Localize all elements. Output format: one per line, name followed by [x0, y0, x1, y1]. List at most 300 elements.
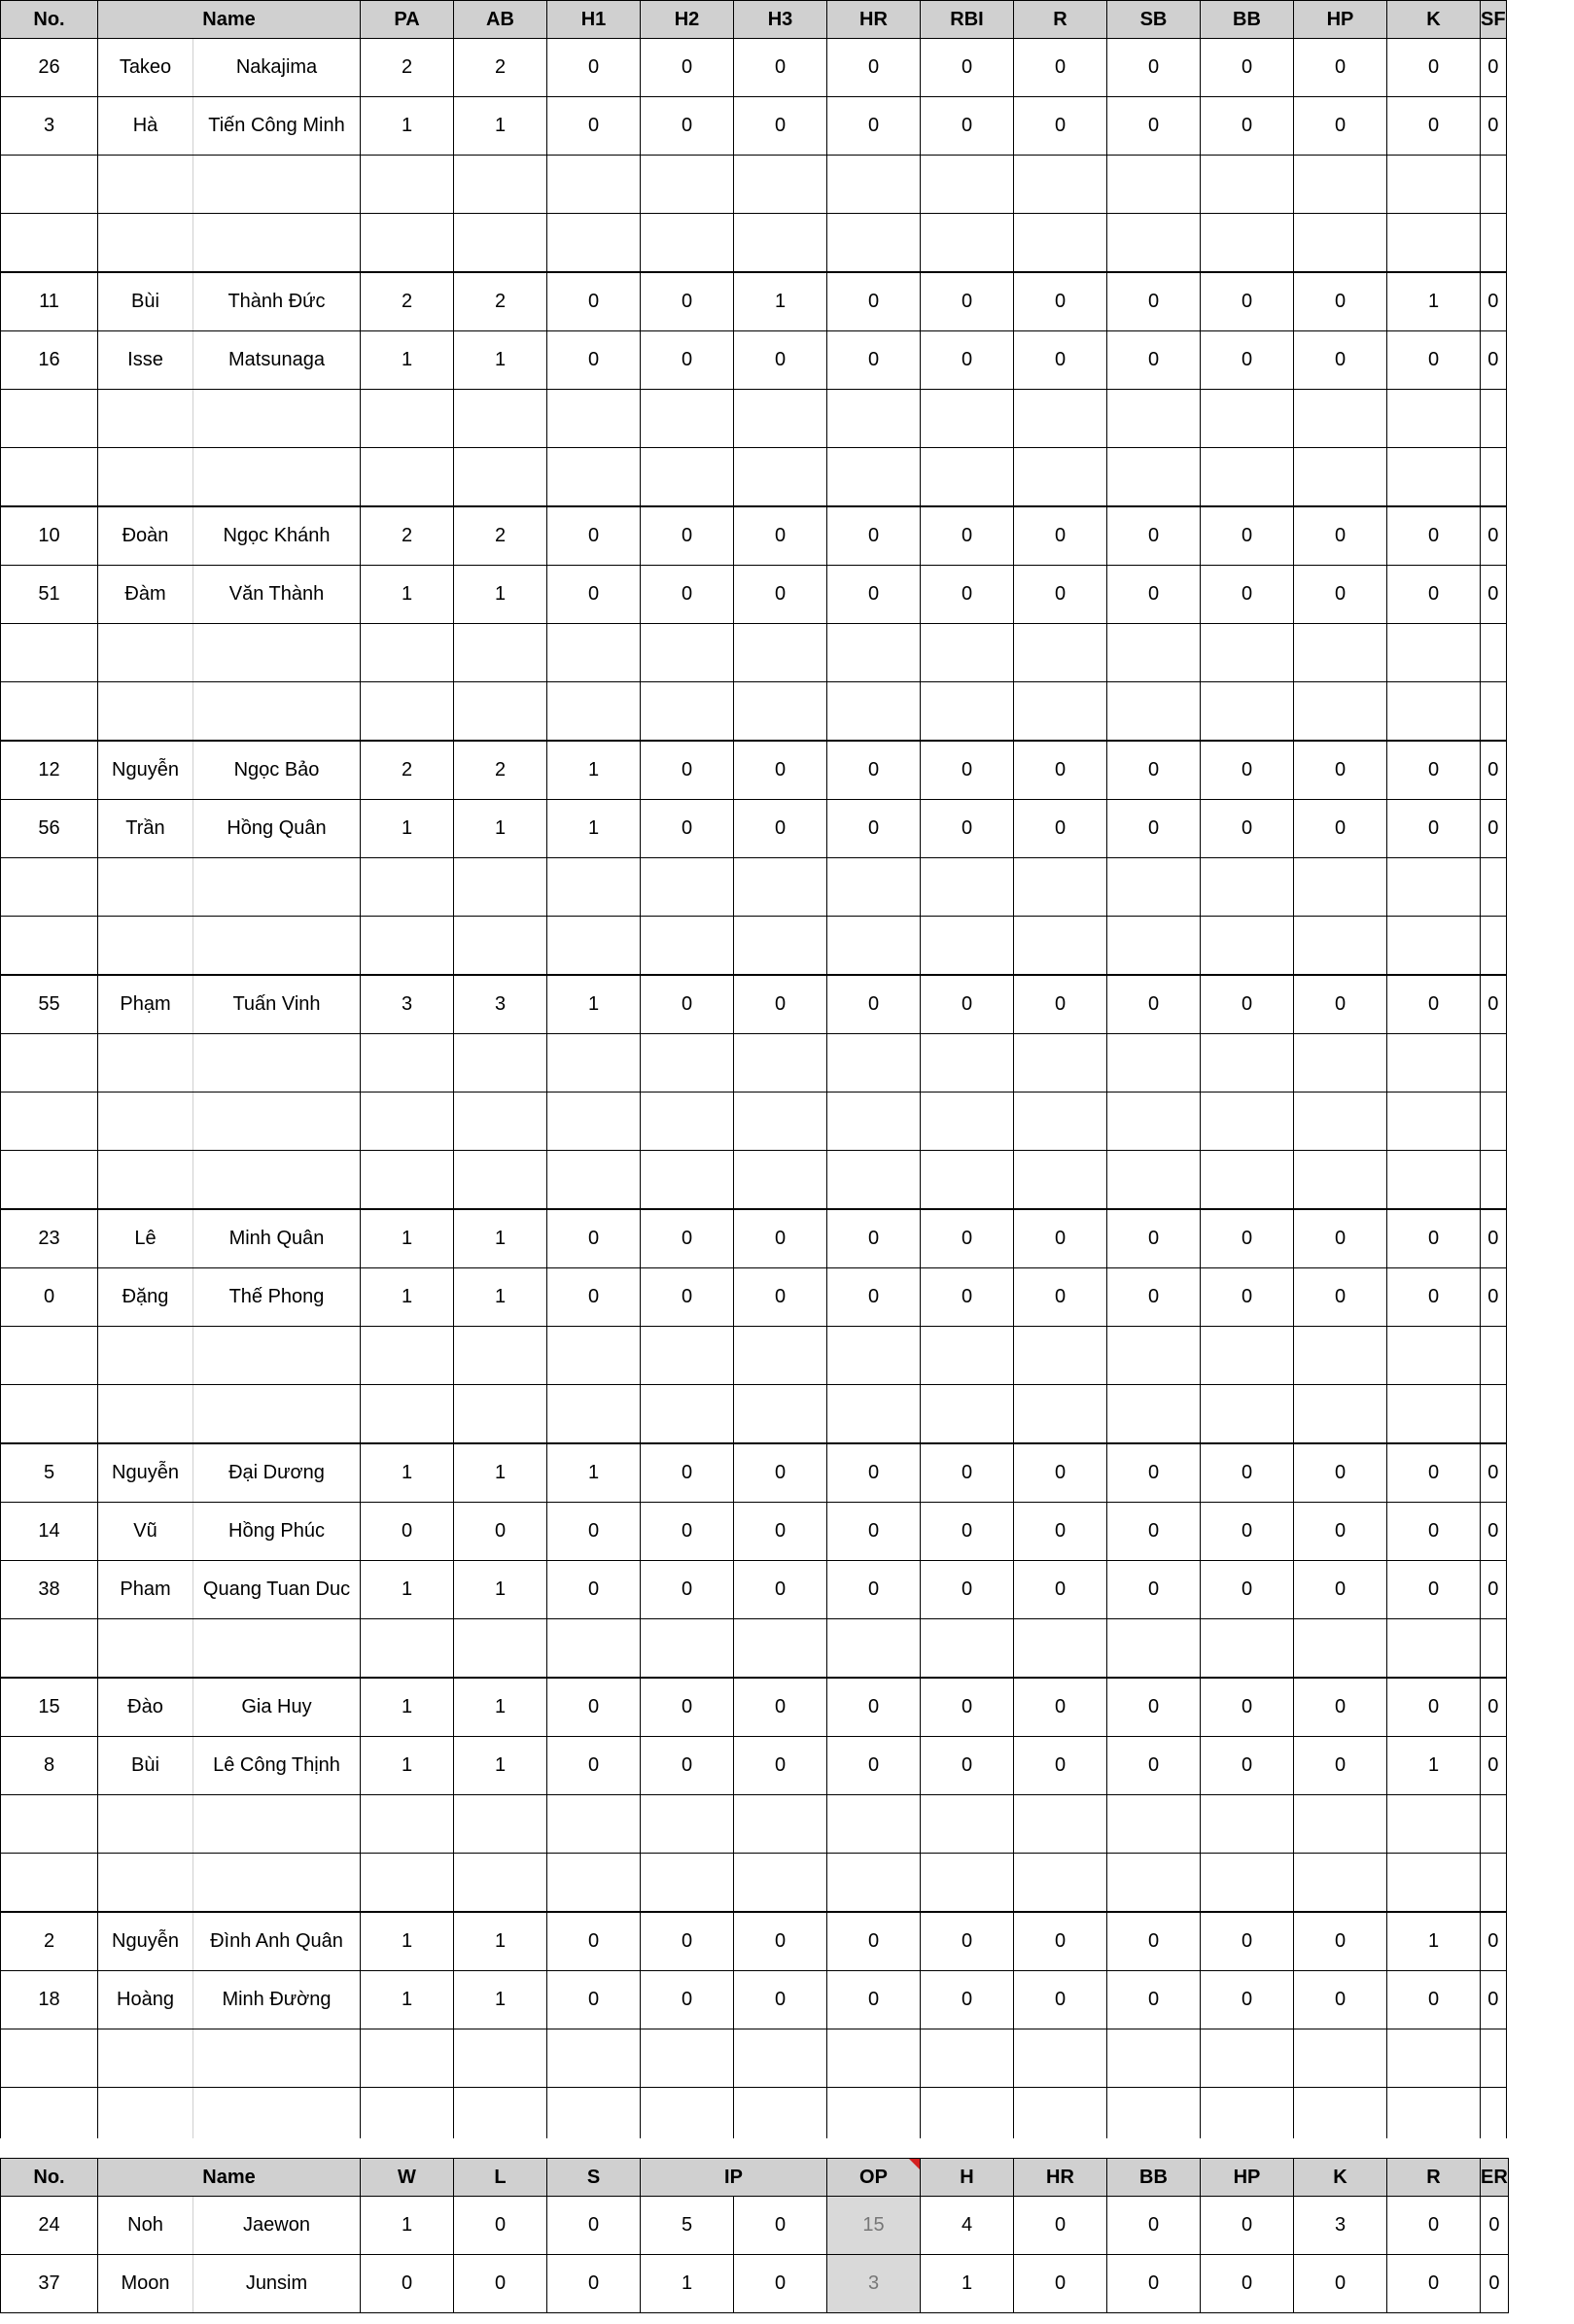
k-cell[interactable]: [1387, 448, 1481, 507]
k-cell[interactable]: 0: [1387, 1209, 1481, 1268]
bb-cell[interactable]: 0: [1201, 975, 1294, 1034]
rbi-cell[interactable]: 0: [921, 741, 1014, 800]
bb-cell[interactable]: 0: [1201, 1561, 1294, 1619]
h1-cell[interactable]: 1: [547, 741, 641, 800]
sf-cell[interactable]: [1481, 1327, 1507, 1385]
last-name-cell[interactable]: Minh Đường: [193, 1971, 361, 2029]
k-cell[interactable]: 1: [1387, 1737, 1481, 1795]
ab-cell[interactable]: 1: [454, 566, 547, 624]
sb-cell[interactable]: [1107, 390, 1201, 448]
r-cell[interactable]: [1014, 448, 1107, 507]
h2-cell[interactable]: [641, 858, 734, 917]
first-name-cell[interactable]: Nguyễn: [98, 741, 193, 800]
r-cell[interactable]: [1014, 1385, 1107, 1444]
pa-cell[interactable]: 1: [361, 97, 454, 156]
last-name-cell[interactable]: Nakajima: [193, 39, 361, 97]
h3-cell[interactable]: [734, 917, 827, 976]
bb-cell[interactable]: [1201, 682, 1294, 742]
ab-cell[interactable]: 1: [454, 1443, 547, 1503]
last-name-cell[interactable]: [193, 214, 361, 273]
pa-cell[interactable]: [361, 1854, 454, 1913]
pa-cell[interactable]: [361, 214, 454, 273]
h1-cell[interactable]: 1: [547, 800, 641, 858]
hr-cell[interactable]: 0: [827, 506, 921, 566]
k-cell[interactable]: 0: [1387, 1443, 1481, 1503]
ab-cell[interactable]: 0: [454, 1503, 547, 1561]
h2-cell[interactable]: 0: [641, 1971, 734, 2029]
h1-cell[interactable]: [547, 624, 641, 682]
h1-cell[interactable]: 0: [547, 97, 641, 156]
sf-cell[interactable]: [1481, 1151, 1507, 1210]
h3-cell[interactable]: [734, 1034, 827, 1093]
l-cell[interactable]: 0: [454, 2197, 547, 2255]
k-cell[interactable]: [1387, 1619, 1481, 1679]
sf-cell[interactable]: [1481, 682, 1507, 742]
hr-cell[interactable]: [827, 1854, 921, 1913]
rbi-cell[interactable]: 0: [921, 1268, 1014, 1327]
k-cell[interactable]: [1387, 156, 1481, 214]
rbi-cell[interactable]: 0: [921, 1678, 1014, 1737]
pa-cell[interactable]: [361, 1385, 454, 1444]
rbi-cell[interactable]: 0: [921, 1971, 1014, 2029]
first-name-cell[interactable]: [98, 917, 193, 976]
h2-cell[interactable]: 0: [641, 506, 734, 566]
hp-cell[interactable]: [1294, 624, 1387, 682]
r-cell[interactable]: [1014, 1795, 1107, 1854]
hp-cell[interactable]: [1294, 448, 1387, 507]
last-name-cell[interactable]: [193, 448, 361, 507]
bb-cell[interactable]: [1201, 390, 1294, 448]
first-name-cell[interactable]: Takeo: [98, 39, 193, 97]
last-name-cell[interactable]: Junsim: [193, 2255, 361, 2313]
hr-cell[interactable]: 0: [827, 1268, 921, 1327]
hr-cell[interactable]: [827, 624, 921, 682]
h3-cell[interactable]: [734, 1619, 827, 1679]
hp-cell[interactable]: [1294, 1619, 1387, 1679]
last-name-cell[interactable]: Văn Thành: [193, 566, 361, 624]
pa-cell[interactable]: [361, 917, 454, 976]
first-name-cell[interactable]: Vũ: [98, 1503, 193, 1561]
last-name-cell[interactable]: [193, 1327, 361, 1385]
h1-cell[interactable]: [547, 448, 641, 507]
player-number-cell[interactable]: [1, 917, 98, 976]
rbi-cell[interactable]: 0: [921, 1737, 1014, 1795]
hp-cell[interactable]: [1294, 1854, 1387, 1913]
sb-cell[interactable]: 0: [1107, 1443, 1201, 1503]
player-number-cell[interactable]: [1, 1034, 98, 1093]
ip-whole-cell[interactable]: 1: [641, 2255, 734, 2313]
sf-cell[interactable]: 0: [1481, 1971, 1507, 2029]
pa-cell[interactable]: 2: [361, 741, 454, 800]
player-number-cell[interactable]: 2: [1, 1912, 98, 1971]
pa-cell[interactable]: 2: [361, 39, 454, 97]
rbi-cell[interactable]: [921, 1795, 1014, 1854]
sb-cell[interactable]: 0: [1107, 1268, 1201, 1327]
bb-cell[interactable]: [1201, 1093, 1294, 1151]
hr-cell[interactable]: 0: [827, 331, 921, 390]
h3-cell[interactable]: [734, 214, 827, 273]
k-cell[interactable]: [1387, 1795, 1481, 1854]
h2-cell[interactable]: [641, 1385, 734, 1444]
k-cell[interactable]: [1387, 1327, 1481, 1385]
h3-cell[interactable]: 0: [734, 566, 827, 624]
rbi-cell[interactable]: [921, 1034, 1014, 1093]
ab-cell[interactable]: [454, 214, 547, 273]
player-number-cell[interactable]: 5: [1, 1443, 98, 1503]
last-name-cell[interactable]: [193, 1151, 361, 1210]
pa-cell[interactable]: 2: [361, 272, 454, 331]
sb-cell[interactable]: 0: [1107, 1912, 1201, 1971]
bb-cell[interactable]: 0: [1201, 39, 1294, 97]
sb-cell[interactable]: [1107, 1034, 1201, 1093]
h1-cell[interactable]: [547, 390, 641, 448]
hr-cell[interactable]: [827, 448, 921, 507]
op-cell[interactable]: 3: [827, 2255, 921, 2313]
ab-cell[interactable]: 2: [454, 506, 547, 566]
hr-cell[interactable]: [827, 1795, 921, 1854]
player-number-cell[interactable]: 18: [1, 1971, 98, 2029]
player-number-cell[interactable]: [1, 2088, 98, 2146]
ab-cell[interactable]: [454, 1327, 547, 1385]
player-number-cell[interactable]: [1, 448, 98, 507]
sf-cell[interactable]: 0: [1481, 506, 1507, 566]
hr-cell[interactable]: 0: [827, 97, 921, 156]
player-number-cell[interactable]: 24: [1, 2197, 98, 2255]
hr-cell[interactable]: [827, 1619, 921, 1679]
sf-cell[interactable]: [1481, 2029, 1507, 2088]
player-number-cell[interactable]: [1, 1385, 98, 1444]
h3-cell[interactable]: 0: [734, 39, 827, 97]
sf-cell[interactable]: [1481, 1854, 1507, 1913]
r-cell[interactable]: [1014, 2088, 1107, 2146]
hp-cell[interactable]: 0: [1294, 1971, 1387, 2029]
player-number-cell[interactable]: 16: [1, 331, 98, 390]
sb-cell[interactable]: [1107, 214, 1201, 273]
h1-cell[interactable]: 0: [547, 1268, 641, 1327]
pa-cell[interactable]: [361, 1619, 454, 1679]
er-cell[interactable]: 0: [1481, 2255, 1509, 2313]
pa-cell[interactable]: [361, 156, 454, 214]
h1-cell[interactable]: 0: [547, 1912, 641, 1971]
sf-cell[interactable]: [1481, 156, 1507, 214]
sb-cell[interactable]: 0: [1107, 800, 1201, 858]
player-number-cell[interactable]: [1, 2029, 98, 2088]
w-cell[interactable]: 0: [361, 2255, 454, 2313]
pa-cell[interactable]: 1: [361, 800, 454, 858]
r-cell[interactable]: 0: [1014, 1209, 1107, 1268]
k-cell[interactable]: [1387, 1385, 1481, 1444]
pa-cell[interactable]: 2: [361, 506, 454, 566]
last-name-cell[interactable]: [193, 156, 361, 214]
bb-cell[interactable]: 0: [1201, 1209, 1294, 1268]
pa-cell[interactable]: [361, 390, 454, 448]
sb-cell[interactable]: 0: [1107, 272, 1201, 331]
hp-cell[interactable]: 0: [1294, 97, 1387, 156]
h1-cell[interactable]: 0: [547, 506, 641, 566]
hr-cell[interactable]: [827, 1034, 921, 1093]
bb-cell[interactable]: [1201, 917, 1294, 976]
first-name-cell[interactable]: Nguyễn: [98, 1912, 193, 1971]
first-name-cell[interactable]: Nguyễn: [98, 1443, 193, 1503]
rbi-cell[interactable]: [921, 1619, 1014, 1679]
player-number-cell[interactable]: 55: [1, 975, 98, 1034]
sb-cell[interactable]: [1107, 2029, 1201, 2088]
pa-cell[interactable]: 1: [361, 1678, 454, 1737]
h2-cell[interactable]: [641, 156, 734, 214]
sf-cell[interactable]: 0: [1481, 975, 1507, 1034]
h3-cell[interactable]: [734, 390, 827, 448]
h3-cell[interactable]: 0: [734, 506, 827, 566]
rbi-cell[interactable]: 0: [921, 97, 1014, 156]
h-cell[interactable]: 4: [921, 2197, 1014, 2255]
hr-cell[interactable]: 0: [827, 800, 921, 858]
sb-cell[interactable]: [1107, 448, 1201, 507]
h2-cell[interactable]: [641, 1854, 734, 1913]
player-number-cell[interactable]: [1, 214, 98, 273]
hr-cell[interactable]: [827, 682, 921, 742]
player-number-cell[interactable]: 3: [1, 97, 98, 156]
hr-cell[interactable]: 0: [827, 1912, 921, 1971]
h2-cell[interactable]: [641, 624, 734, 682]
h1-cell[interactable]: [547, 1385, 641, 1444]
sf-cell[interactable]: 0: [1481, 1561, 1507, 1619]
player-number-cell[interactable]: 10: [1, 506, 98, 566]
bb-cell[interactable]: [1201, 624, 1294, 682]
h3-cell[interactable]: [734, 682, 827, 742]
ab-cell[interactable]: 1: [454, 1912, 547, 1971]
sf-cell[interactable]: [1481, 1385, 1507, 1444]
h1-cell[interactable]: [547, 1854, 641, 1913]
k-cell[interactable]: 0: [1387, 1561, 1481, 1619]
ab-cell[interactable]: [454, 858, 547, 917]
pa-cell[interactable]: 1: [361, 1209, 454, 1268]
h2-cell[interactable]: [641, 1619, 734, 1679]
first-name-cell[interactable]: [98, 214, 193, 273]
hp-cell[interactable]: [1294, 2088, 1387, 2146]
ab-cell[interactable]: 1: [454, 97, 547, 156]
h2-cell[interactable]: [641, 390, 734, 448]
first-name-cell[interactable]: [98, 682, 193, 742]
h2-cell[interactable]: 0: [641, 1912, 734, 1971]
bb-cell[interactable]: [1201, 1327, 1294, 1385]
rbi-cell[interactable]: [921, 1093, 1014, 1151]
first-name-cell[interactable]: [98, 2029, 193, 2088]
hp-cell[interactable]: [1294, 156, 1387, 214]
hp-cell[interactable]: [1294, 858, 1387, 917]
player-number-cell[interactable]: [1, 1327, 98, 1385]
last-name-cell[interactable]: Ngọc Khánh: [193, 506, 361, 566]
pa-cell[interactable]: [361, 1795, 454, 1854]
ab-cell[interactable]: 3: [454, 975, 547, 1034]
bb-cell[interactable]: 0: [1201, 506, 1294, 566]
rbi-cell[interactable]: 0: [921, 1209, 1014, 1268]
bb-cell[interactable]: 0: [1201, 1678, 1294, 1737]
pa-cell[interactable]: 1: [361, 1971, 454, 2029]
bb-cell[interactable]: [1201, 1151, 1294, 1210]
sf-cell[interactable]: 0: [1481, 566, 1507, 624]
r-cell[interactable]: [1014, 1093, 1107, 1151]
bb-cell[interactable]: [1201, 2088, 1294, 2146]
ab-cell[interactable]: 1: [454, 1561, 547, 1619]
rbi-cell[interactable]: [921, 448, 1014, 507]
hp-cell[interactable]: 0: [1294, 1443, 1387, 1503]
rbi-cell[interactable]: [921, 917, 1014, 976]
r-cell[interactable]: [1014, 1619, 1107, 1679]
hr-cell[interactable]: 0: [827, 1561, 921, 1619]
ab-cell[interactable]: [454, 1795, 547, 1854]
h3-cell[interactable]: [734, 624, 827, 682]
pa-cell[interactable]: 1: [361, 566, 454, 624]
rbi-cell[interactable]: [921, 858, 1014, 917]
first-name-cell[interactable]: Bùi: [98, 1737, 193, 1795]
sf-cell[interactable]: 0: [1481, 800, 1507, 858]
player-number-cell[interactable]: 11: [1, 272, 98, 331]
hp-cell[interactable]: [1294, 1327, 1387, 1385]
sb-cell[interactable]: 0: [1107, 741, 1201, 800]
last-name-cell[interactable]: Thế Phong: [193, 1268, 361, 1327]
hr-cell[interactable]: [827, 2029, 921, 2088]
r-cell[interactable]: [1014, 682, 1107, 742]
bb-cell[interactable]: 0: [1201, 1268, 1294, 1327]
first-name-cell[interactable]: Đoàn: [98, 506, 193, 566]
rbi-cell[interactable]: [921, 156, 1014, 214]
bb-cell[interactable]: [1201, 156, 1294, 214]
hp-cell[interactable]: 0: [1294, 800, 1387, 858]
sb-cell[interactable]: [1107, 1093, 1201, 1151]
last-name-cell[interactable]: Minh Quân: [193, 1209, 361, 1268]
pa-cell[interactable]: 1: [361, 1912, 454, 1971]
rbi-cell[interactable]: 0: [921, 39, 1014, 97]
last-name-cell[interactable]: Hồng Quân: [193, 800, 361, 858]
sf-cell[interactable]: 0: [1481, 1503, 1507, 1561]
sb-cell[interactable]: [1107, 858, 1201, 917]
last-name-cell[interactable]: Lê Công Thịnh: [193, 1737, 361, 1795]
k-cell[interactable]: 0: [1387, 1678, 1481, 1737]
sf-cell[interactable]: [1481, 1093, 1507, 1151]
player-number-cell[interactable]: [1, 1151, 98, 1210]
h1-cell[interactable]: [547, 682, 641, 742]
hp-cell[interactable]: [1294, 1034, 1387, 1093]
first-name-cell[interactable]: [98, 1093, 193, 1151]
bb-cell[interactable]: 0: [1201, 800, 1294, 858]
sb-cell[interactable]: 0: [1107, 331, 1201, 390]
h2-cell[interactable]: 0: [641, 1209, 734, 1268]
h1-cell[interactable]: [547, 1151, 641, 1210]
ab-cell[interactable]: [454, 1093, 547, 1151]
h3-cell[interactable]: [734, 1151, 827, 1210]
h3-cell[interactable]: 0: [734, 1443, 827, 1503]
sf-cell[interactable]: [1481, 448, 1507, 507]
hp-cell[interactable]: 0: [1294, 1737, 1387, 1795]
last-name-cell[interactable]: Quang Tuan Duc: [193, 1561, 361, 1619]
last-name-cell[interactable]: [193, 2029, 361, 2088]
last-name-cell[interactable]: [193, 1034, 361, 1093]
sf-cell[interactable]: [1481, 390, 1507, 448]
bb-cell[interactable]: 0: [1201, 331, 1294, 390]
pa-cell[interactable]: [361, 1034, 454, 1093]
k-cell[interactable]: 0: [1387, 1503, 1481, 1561]
k-cell[interactable]: 0: [1294, 2255, 1387, 2313]
bb-cell[interactable]: [1201, 1795, 1294, 1854]
r-cell[interactable]: 0: [1014, 1268, 1107, 1327]
hp-cell[interactable]: 0: [1294, 1912, 1387, 1971]
ab-cell[interactable]: [454, 1854, 547, 1913]
first-name-cell[interactable]: Đặng: [98, 1268, 193, 1327]
op-cell[interactable]: 15: [827, 2197, 921, 2255]
s-cell[interactable]: 0: [547, 2255, 641, 2313]
h1-cell[interactable]: [547, 1093, 641, 1151]
hp-cell[interactable]: 0: [1294, 566, 1387, 624]
pa-cell[interactable]: [361, 2029, 454, 2088]
k-cell[interactable]: [1387, 682, 1481, 742]
rbi-cell[interactable]: [921, 214, 1014, 273]
k-cell[interactable]: 0: [1387, 800, 1481, 858]
h1-cell[interactable]: [547, 156, 641, 214]
player-number-cell[interactable]: [1, 1619, 98, 1679]
k-cell[interactable]: 0: [1387, 1268, 1481, 1327]
k-cell[interactable]: [1387, 1034, 1481, 1093]
hr-cell[interactable]: 0: [1014, 2255, 1107, 2313]
h1-cell[interactable]: 0: [547, 1737, 641, 1795]
ab-cell[interactable]: 2: [454, 741, 547, 800]
hr-cell[interactable]: [827, 1385, 921, 1444]
first-name-cell[interactable]: Đào: [98, 1678, 193, 1737]
h2-cell[interactable]: 0: [641, 1503, 734, 1561]
h2-cell[interactable]: 0: [641, 97, 734, 156]
h1-cell[interactable]: [547, 1034, 641, 1093]
k-cell[interactable]: 3: [1294, 2197, 1387, 2255]
hr-cell[interactable]: [827, 1151, 921, 1210]
first-name-cell[interactable]: Lê: [98, 1209, 193, 1268]
h1-cell[interactable]: 0: [547, 331, 641, 390]
sb-cell[interactable]: [1107, 1151, 1201, 1210]
sf-cell[interactable]: 0: [1481, 1737, 1507, 1795]
sb-cell[interactable]: [1107, 1619, 1201, 1679]
hr-cell[interactable]: [827, 917, 921, 976]
sf-cell[interactable]: [1481, 2088, 1507, 2146]
hp-cell[interactable]: 0: [1201, 2255, 1294, 2313]
hr-cell[interactable]: [827, 390, 921, 448]
hr-cell[interactable]: 0: [827, 1737, 921, 1795]
pa-cell[interactable]: 0: [361, 1503, 454, 1561]
r-cell[interactable]: 0: [1014, 1971, 1107, 2029]
hr-cell[interactable]: [827, 858, 921, 917]
comment-indicator-icon[interactable]: [909, 2159, 920, 2169]
player-number-cell[interactable]: [1, 156, 98, 214]
h3-cell[interactable]: 0: [734, 97, 827, 156]
bb-cell[interactable]: 0: [1201, 741, 1294, 800]
ab-cell[interactable]: [454, 1385, 547, 1444]
h3-cell[interactable]: 0: [734, 1561, 827, 1619]
pa-cell[interactable]: [361, 1151, 454, 1210]
first-name-cell[interactable]: [98, 1327, 193, 1385]
h2-cell[interactable]: 0: [641, 1737, 734, 1795]
h1-cell[interactable]: [547, 1795, 641, 1854]
bb-cell[interactable]: [1201, 214, 1294, 273]
r-cell[interactable]: 0: [1014, 741, 1107, 800]
first-name-cell[interactable]: Moon: [98, 2255, 193, 2313]
last-name-cell[interactable]: [193, 2088, 361, 2146]
h3-cell[interactable]: 0: [734, 741, 827, 800]
k-cell[interactable]: 0: [1387, 97, 1481, 156]
hp-cell[interactable]: [1294, 917, 1387, 976]
ab-cell[interactable]: [454, 156, 547, 214]
ab-cell[interactable]: [454, 2029, 547, 2088]
last-name-cell[interactable]: Đại Dương: [193, 1443, 361, 1503]
hr-cell[interactable]: 0: [827, 741, 921, 800]
last-name-cell[interactable]: [193, 1795, 361, 1854]
rbi-cell[interactable]: [921, 1854, 1014, 1913]
